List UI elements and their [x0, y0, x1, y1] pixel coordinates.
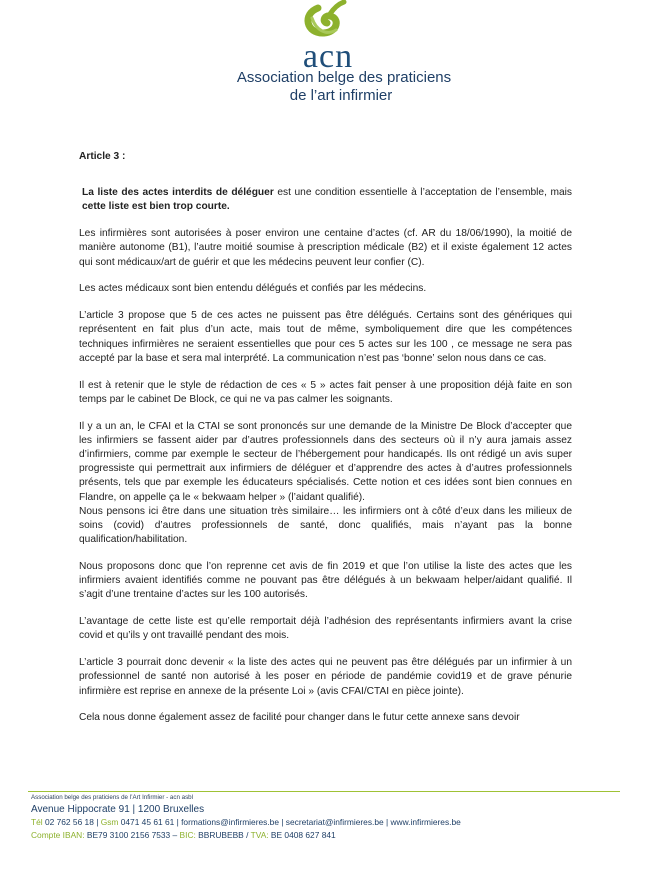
intro-bold-1: La liste des actes interdits de déléguer: [82, 187, 274, 199]
paragraph-8: L’avantage de cette liste est qu’elle remportait déjà l’adhésion des représentants infirmiers avant la crise covid et qu’ils y ont travaillé pendant des mois.: [79, 616, 572, 642]
iban-label: Compte IBAN:: [31, 830, 85, 840]
gsm-label: Gsm: [100, 817, 119, 827]
logo-wordmark: acn: [302, 38, 354, 75]
intro-middle: est une condition essentielle à l’acceptation de l’ensemble, mais: [273, 187, 572, 199]
intro-paragraph: [79, 186, 572, 214]
letter-footer: [31, 793, 621, 842]
paragraph-10: Cela nous donne également assez de facilité pour changer dans le futur cette annexe sans devoir: [79, 712, 520, 724]
bic-label: BIC:: [179, 830, 196, 840]
paragraph-3: L’article 3 propose que 5 de ces actes ne puissent pas être délégués. Certains sont des génériques qui représentent en fait plus d’un acte, mais tout de même, symboliquement dire que les compétences techniques infirmières ne seraient essentielles que pour ces 5 actes sur les 100 , ce message ne sera pas accepté par la base et sera mal interprété. La communication n’est pas ‘bonne’ selon nous dans ce cas.: [79, 310, 572, 364]
tel-label: Tél: [31, 817, 43, 827]
footer-bank: [31, 829, 621, 842]
article-heading: Article 3 :: [79, 151, 126, 162]
letter-body: [79, 150, 572, 738]
paragraph-5: Il y a un an, le CFAI et la CTAI se sont prononcés sur une demande de la Ministre De Block d’accepter que les infirmiers se fassent aider par d’autres professionnels dans des secteurs où il n’y aura jamais assez d’infirmiers, comme par exemple le secteur de l’hébergement pour handicapés. Ils ont rédigé un avis super progressiste qui permettrait aux infirmiers de déléguer et d’apprendre des actes à d’autres professionnels présents, tels que par exemple les éducateurs spécialisés. Cette notion et ces idées sont bien connues en Flandre, on appelle ça le « bekwaam helper » (l’aidant qualifié).: [79, 420, 572, 503]
tva-value: BE 0408 627 841: [268, 830, 336, 840]
footer-org: Association belge des praticiens de l’Art Infirmier - acn asbl: [31, 794, 193, 801]
tva-label: TVA:: [250, 830, 269, 840]
paragraph-2: Les actes médicaux sont bien entendu délégués et confiés par les médecins.: [79, 283, 427, 295]
paragraph-9: L’article 3 pourrait donc devenir « la liste des actes qui ne peuvent pas être délégués par un infirmier à un professionnel de santé non autorisé à les poser en période de pandémie covid19 et de grave pénurie infirmière est reprise en annexe de la présente Loi » (avis CFAI/CTAI en pièce jointe).: [79, 657, 572, 697]
org-name-line1: Association belge des praticiens: [236, 69, 452, 86]
iban-value: BE79 3100 2156 7533 –: [84, 830, 180, 840]
intro-bold-2: cette liste est bien trop courte.: [82, 201, 230, 213]
paragraph-1: Les infirmières sont autorisées à poser environ une centaine d’actes (cf. AR du 18/06/1990), la moitié de manière autonome (B1), l’autre moitié soumise à prescription médicale (B2) et il existe également 12 actes qui sont médicaux/art de guérir et que les médecins peuvent leur confier (C).: [79, 228, 572, 268]
footer-address: Avenue Hippocrate 91 | 1200 Bruxelles: [31, 804, 205, 815]
paragraph-6: Nous pensons ici être dans une situation très similaire… les infirmiers ont à côté d’eux dans les milieux de soins (covid) d’autres professionnels de santé, donc qualifiés, mais n’ayant pas la bonne qualification/habilitation.: [79, 505, 572, 546]
footer-divider: [28, 791, 620, 792]
gsm-value: 0471 45 61 61 | formations@infirmieres.be | secretariat@infirmieres.be | www.infirmieres.be: [118, 817, 461, 827]
paragraph-4: Il est à retenir que le style de rédaction de ces « 5 » actes fait penser à une proposition déjà faite en son temps par le cabinet De Block, ce qui ne va pas calmer les soignants.: [79, 379, 572, 405]
org-name-line2: de l’art infirmier: [289, 87, 393, 104]
tel-value: 02 762 56 18 |: [42, 817, 101, 827]
paragraph-7: Nous proposons donc que l’on reprenne cet avis de fin 2019 et que l’on utilise la liste des actes que les infirmiers avaient identifiés comme ne pouvant pas être délégués à un bekwaam helper/aidant qualifié. Il s’agit d’une trentaine d’actes sur les 100 autorisés.: [79, 561, 572, 601]
footer-contact: [31, 816, 621, 829]
bic-value: BBRUBEBB /: [195, 830, 251, 840]
